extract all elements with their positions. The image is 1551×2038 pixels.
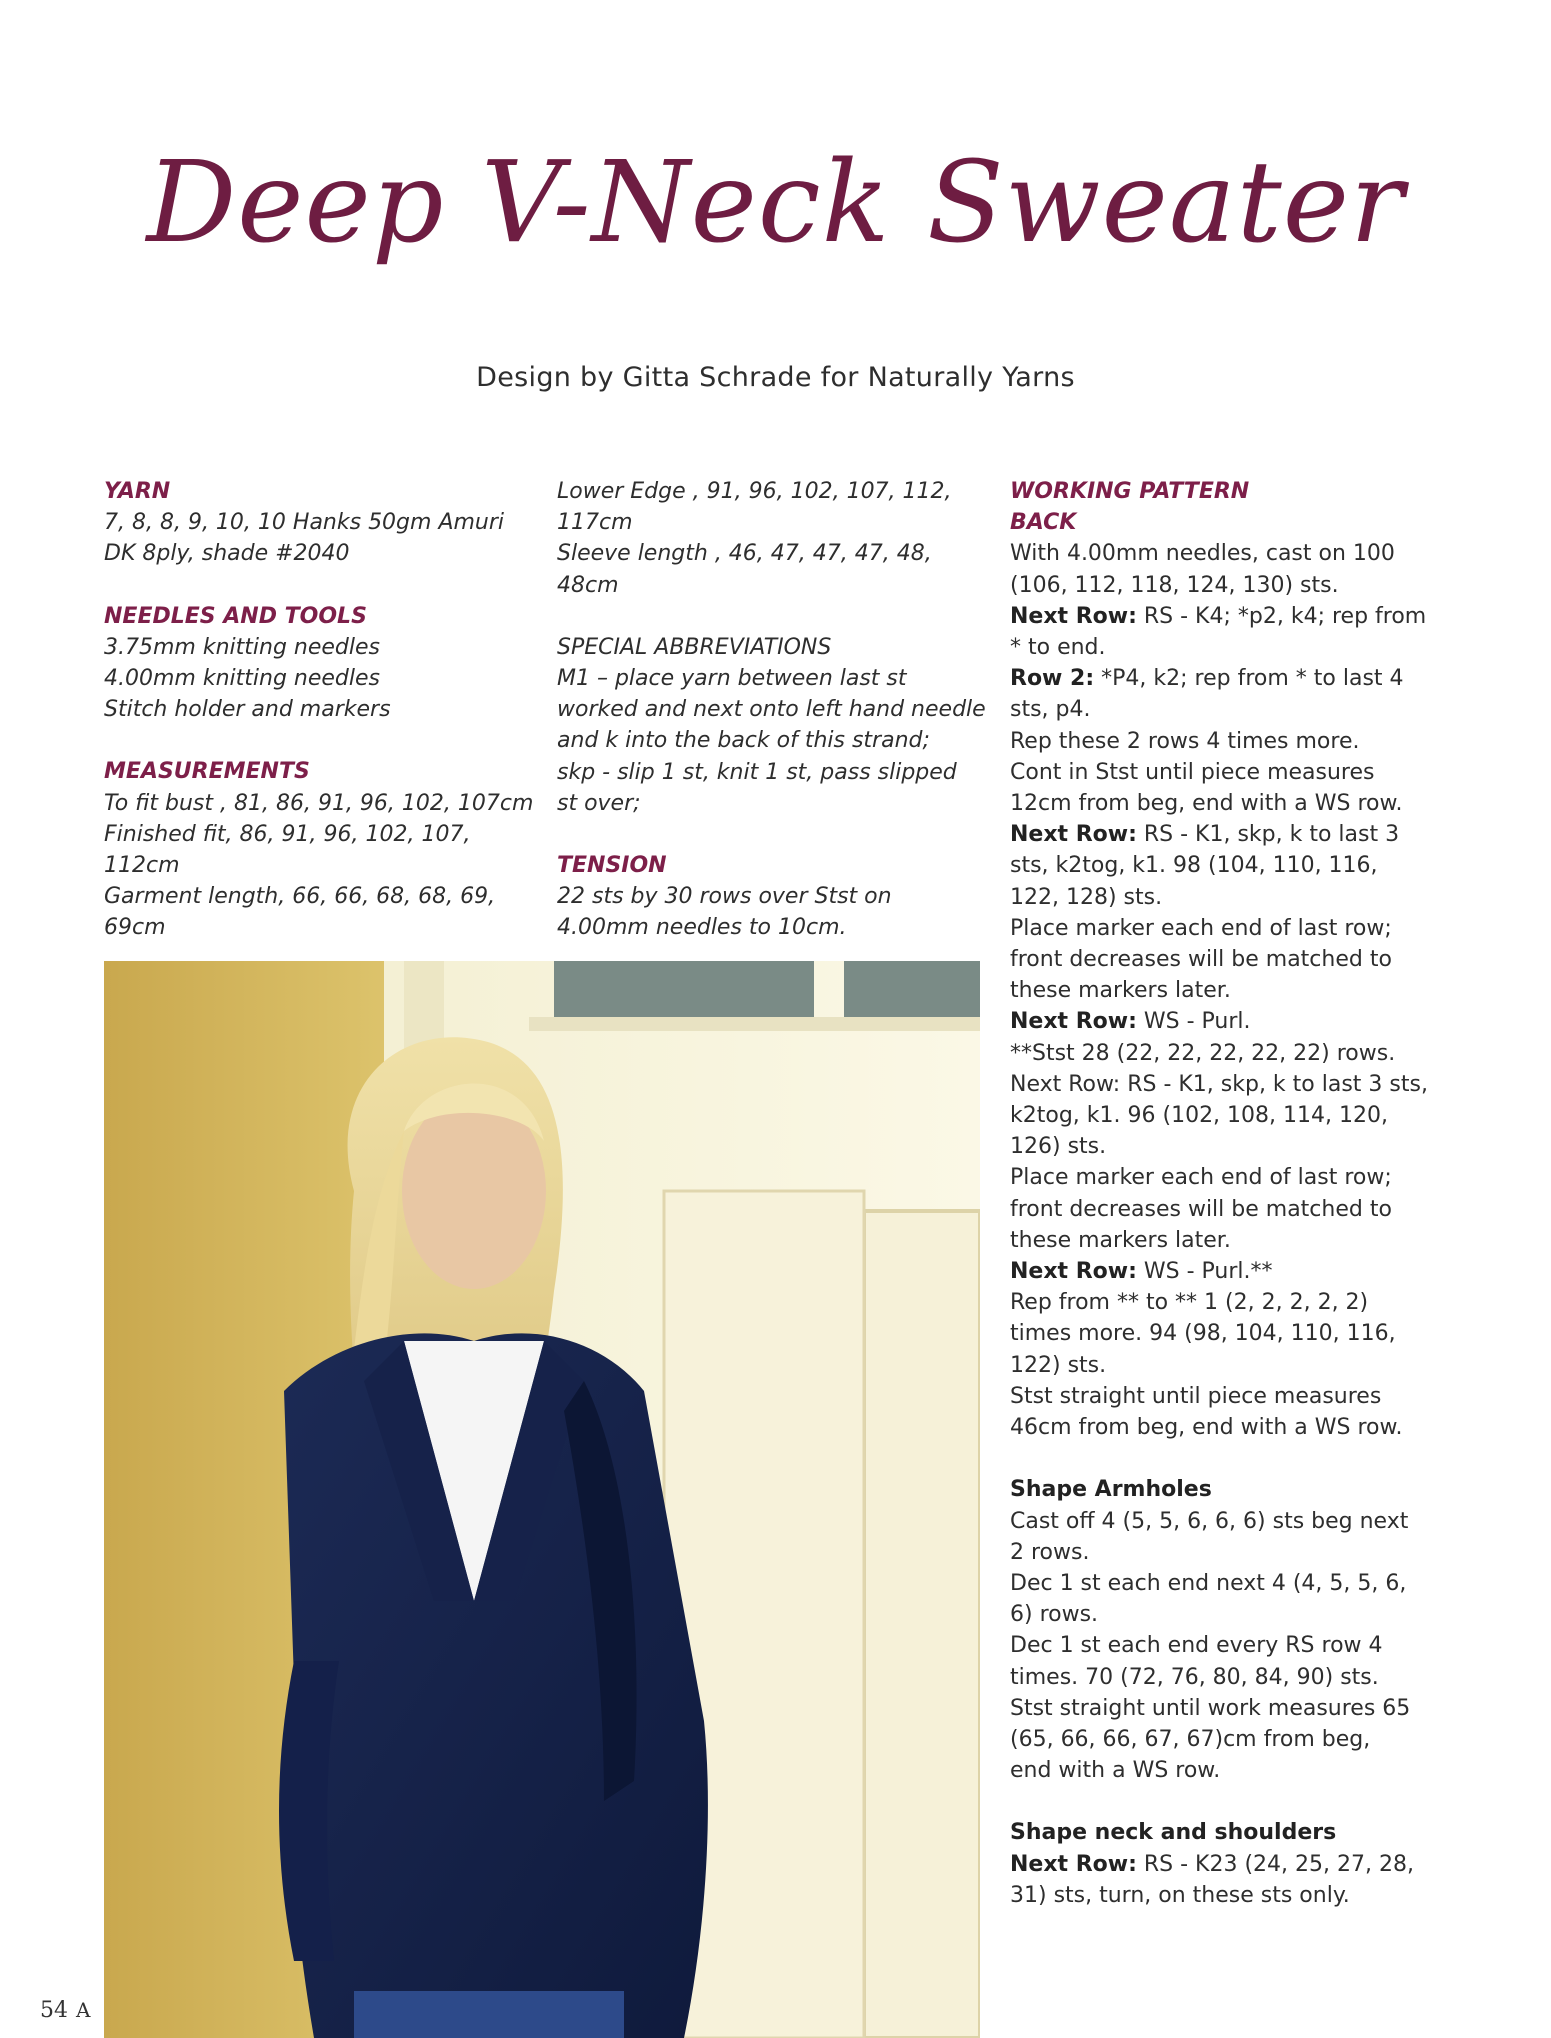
magazine-name-fragment: A xyxy=(76,1998,91,2022)
pattern-line: With 4.00mm needles, cast on 100 xyxy=(1010,541,1395,567)
pattern-line xyxy=(1010,601,1450,632)
abbreviation-line: M1 – place yarn between last st xyxy=(557,666,907,692)
pattern-line: Dec 1 st each end next 4 (4, 5, 5, 6, xyxy=(1010,1570,1407,1596)
pattern-line: these markers later. xyxy=(1010,1227,1231,1253)
size-line: Lower Edge , 91, 96, 102, 107, 112, xyxy=(557,479,952,504)
pattern-line: Dec 1 st each end every RS row 4 xyxy=(1010,1633,1383,1659)
row-label: Row 2: xyxy=(1010,666,1095,692)
row-label: Next Row: xyxy=(1010,603,1137,629)
size-line: Sleeve length , 46, 47, 47, 47, 48, xyxy=(557,541,932,567)
size-line: 117cm xyxy=(557,510,633,536)
pattern-line: front decreases will be matched to xyxy=(1010,947,1392,973)
pattern-line: 126) sts. xyxy=(1010,1134,1107,1160)
model-photo xyxy=(104,961,980,2038)
needles-line: 3.75mm knitting needles xyxy=(104,634,380,660)
designer-byline: Design by Gitta Schrade for Naturally Yarns xyxy=(476,362,1075,393)
row-label: Next Row: xyxy=(1010,822,1137,848)
row-text: RS - K23 (24, 25, 27, 28, xyxy=(1136,1851,1414,1877)
row-label: Next Row: xyxy=(1010,1851,1137,1877)
column-abbreviations xyxy=(557,476,987,944)
pattern-line: (106, 112, 118, 124, 130) sts. xyxy=(1010,572,1339,598)
pattern-line: Rep from ** to ** 1 (2, 2, 2, 2, 2) xyxy=(1010,1290,1369,1316)
row-text: WS - Purl.** xyxy=(1136,1259,1273,1285)
shape-neck-heading: Shape neck and shoulders xyxy=(1010,1820,1337,1846)
pattern-line: 46cm from beg, end with a WS row. xyxy=(1010,1415,1403,1441)
column-materials xyxy=(104,476,534,944)
measurements-heading: MEASUREMENTS xyxy=(104,759,310,785)
pattern-line: front decreases will be matched to xyxy=(1010,1196,1392,1222)
pattern-line xyxy=(1010,1006,1450,1037)
pattern-line: sts, k2tog, k1. 98 (104, 110, 116, xyxy=(1010,853,1378,879)
pattern-line: 6) rows. xyxy=(1010,1602,1099,1628)
row-label: Next Row: xyxy=(1010,1009,1137,1035)
measurements-line: To fit bust , 81, 86, 91, 96, 102, 107cm xyxy=(104,790,534,816)
abbreviation-line: and k into the back of this strand; xyxy=(557,728,930,754)
pattern-line: times. 70 (72, 76, 80, 84, 90) sts. xyxy=(1010,1664,1379,1690)
column-working-pattern xyxy=(1010,476,1450,1911)
needles-line: 4.00mm knitting needles xyxy=(104,666,380,692)
row-text: WS - Purl. xyxy=(1136,1009,1251,1035)
yarn-line: 7, 8, 8, 9, 10, 10 Hanks 50gm Amuri xyxy=(104,510,505,536)
yarn-heading: YARN xyxy=(104,479,171,504)
back-heading: BACK xyxy=(1010,510,1077,536)
yarn-line: DK 8ply, shade #2040 xyxy=(104,541,350,567)
pattern-line: Cast off 4 (5, 5, 6, 6, 6) sts beg next xyxy=(1010,1508,1409,1534)
abbreviation-line: skp - slip 1 st, knit 1 st, pass slipped xyxy=(557,759,957,785)
pattern-line xyxy=(1010,663,1450,694)
pattern-line: times more. 94 (98, 104, 110, 116, xyxy=(1010,1321,1396,1347)
row-text: RS - K4; *p2, k4; rep from xyxy=(1136,603,1427,629)
pattern-line: 2 rows. xyxy=(1010,1539,1090,1565)
pattern-line: 12cm from beg, end with a WS row. xyxy=(1010,791,1403,817)
measurements-line: 69cm xyxy=(104,915,166,941)
special-abbreviations-heading: SPECIAL ABBREVIATIONS xyxy=(557,634,832,660)
pattern-line xyxy=(1010,819,1450,850)
pattern-line: * to end. xyxy=(1010,635,1106,661)
pattern-line: 122) sts. xyxy=(1010,1352,1107,1378)
shape-armholes-heading: Shape Armholes xyxy=(1010,1477,1212,1503)
abbreviation-line: worked and next onto left hand needle xyxy=(557,697,986,723)
needles-line: Stitch holder and markers xyxy=(104,697,391,723)
pattern-line: Place marker each end of last row; xyxy=(1010,1165,1392,1191)
pattern-line: 31) sts, turn, on these sts only. xyxy=(1010,1882,1350,1908)
tension-line: 22 sts by 30 rows over Stst on xyxy=(557,884,892,910)
pattern-line: k2tog, k1. 96 (102, 108, 114, 120, xyxy=(1010,1103,1388,1129)
pattern-line: **Stst 28 (22, 22, 22, 22, 22) rows. xyxy=(1010,1040,1396,1066)
tension-heading: TENSION xyxy=(557,853,667,879)
measurements-line: 112cm xyxy=(104,853,180,879)
row-label: Next Row: xyxy=(1010,1259,1137,1285)
abbreviation-line: st over; xyxy=(557,790,641,816)
pattern-line: end with a WS row. xyxy=(1010,1758,1221,1784)
row-text: RS - K1, skp, k to last 3 xyxy=(1136,822,1400,848)
pattern-line: Next Row: RS - K1, skp, k to last 3 sts, xyxy=(1010,1071,1428,1097)
pattern-line: Cont in Stst until piece measures xyxy=(1010,759,1375,785)
row-text: *P4, k2; rep from * to last 4 xyxy=(1094,666,1404,692)
size-line: 48cm xyxy=(557,572,619,598)
pattern-line: Place marker each end of last row; xyxy=(1010,915,1392,941)
pattern-title: Deep V-Neck Sweater xyxy=(146,138,1405,268)
pattern-line xyxy=(1010,1849,1450,1880)
page-number: 54 xyxy=(40,1998,68,2023)
pattern-line: Stst straight until piece measures xyxy=(1010,1383,1382,1409)
pattern-line xyxy=(1010,1256,1450,1287)
pattern-line: Stst straight until work measures 65 xyxy=(1010,1695,1411,1721)
pattern-line: sts, p4. xyxy=(1010,697,1091,723)
working-pattern-heading: WORKING PATTERN xyxy=(1010,479,1250,504)
needles-heading: NEEDLES AND TOOLS xyxy=(104,603,367,629)
page-folio xyxy=(40,1998,90,2023)
measurements-line: Garment length, 66, 66, 68, 68, 69, xyxy=(104,884,496,910)
measurements-line: Finished fit, 86, 91, 96, 102, 107, xyxy=(104,821,471,847)
pattern-line: 122, 128) sts. xyxy=(1010,884,1163,910)
pattern-line: Rep these 2 rows 4 times more. xyxy=(1010,728,1360,754)
tension-line: 4.00mm needles to 10cm. xyxy=(557,915,847,941)
pattern-line: (65, 66, 66, 67, 67)cm from beg, xyxy=(1010,1726,1371,1752)
pattern-line: these markers later. xyxy=(1010,978,1231,1004)
